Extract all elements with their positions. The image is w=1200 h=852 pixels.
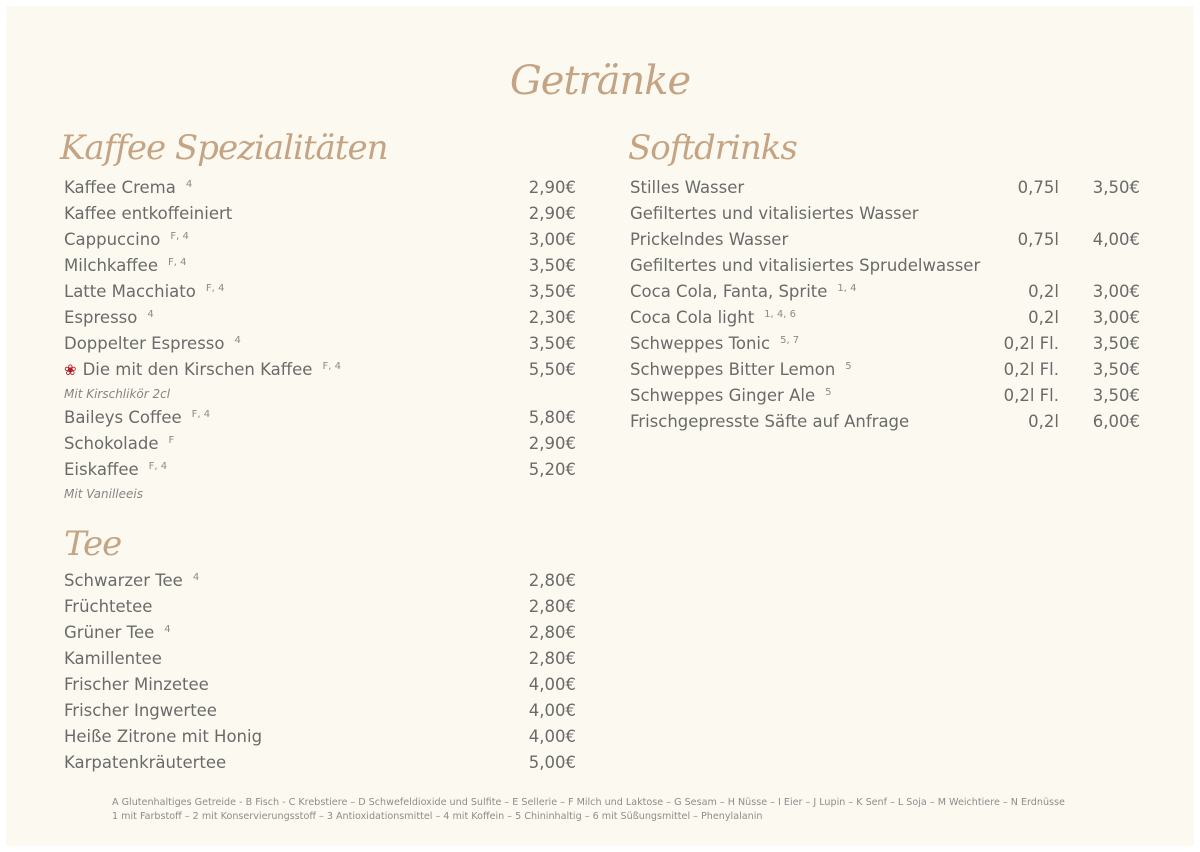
- menu-item-label: Espresso: [64, 308, 138, 327]
- allergen-codes: 4: [185, 179, 193, 190]
- menu-item-name: [64, 594, 152, 620]
- menu-item-price: 2,80€: [528, 597, 576, 616]
- menu-item-name: [64, 620, 171, 646]
- menu-item-label: Karpatenkräutertee: [64, 753, 227, 772]
- menu-item-note: Mit Kirschlikör 2cl: [64, 387, 171, 401]
- menu-item: [64, 175, 576, 201]
- menu-item-label: Schweppes Ginger Ale: [630, 386, 816, 405]
- allergen-codes: 5: [825, 387, 832, 398]
- menu-item: [64, 568, 576, 594]
- menu-item-price: 5,50€: [528, 360, 576, 379]
- menu-item-label: Coca Cola light: [630, 308, 755, 327]
- allergen-codes: F, 4: [191, 409, 211, 420]
- menu-item: [64, 594, 576, 620]
- menu-item-label: Frischer Minzetee: [64, 675, 209, 694]
- softdrinks-heading: Softdrinks: [628, 128, 797, 168]
- menu-item-label: Heiße Zitrone mit Honig: [64, 727, 263, 746]
- menu-item-label: Frischgepresste Säfte auf Anfrage: [630, 412, 910, 431]
- menu-item-label: Kaffee entkoffeiniert: [64, 204, 233, 223]
- menu-item-name: [630, 201, 919, 227]
- menu-item-name: [64, 201, 232, 227]
- menu-item-price: 3,50€: [1092, 386, 1140, 405]
- menu-item-note: Mit Vanilleeis: [64, 487, 143, 501]
- menu-item-label: Latte Macchiato: [64, 282, 196, 301]
- menu-item-name: [64, 175, 192, 201]
- menu-item: [64, 724, 576, 750]
- menu-item-label: Baileys Coffee: [64, 408, 182, 427]
- menu-item: [630, 175, 1140, 201]
- menu-item-price: 3,50€: [528, 256, 576, 275]
- menu-item-label: Cappuccino: [64, 230, 161, 249]
- menu-item: [64, 750, 576, 776]
- menu-item-price: 2,90€: [528, 204, 576, 223]
- menu-item-price: 6,00€: [1092, 412, 1140, 431]
- menu-item-name: [630, 227, 788, 253]
- allergen-legend: [112, 796, 1112, 824]
- coffee-list: [64, 175, 576, 505]
- allergen-codes: 5: [845, 361, 852, 372]
- menu-item-label: Schweppes Tonic: [630, 334, 771, 353]
- menu-item-name: [630, 409, 909, 435]
- menu-item-price: 2,90€: [528, 178, 576, 197]
- menu-item: [64, 620, 576, 646]
- menu-item-name: [64, 568, 199, 594]
- menu-item: [64, 431, 576, 457]
- menu-item-label: Frischer Ingwertee: [64, 701, 217, 720]
- menu-item-name: [64, 672, 209, 698]
- menu-item-price: 2,80€: [528, 571, 576, 590]
- menu-item-label: Grüner Tee: [64, 623, 155, 642]
- menu-item-name: [630, 279, 857, 305]
- menu-item-size: 0,2l: [1028, 308, 1059, 327]
- menu-item-label: Kamillentee: [64, 649, 162, 668]
- menu-item: [64, 357, 576, 383]
- menu-item: [64, 279, 576, 305]
- menu-item: [630, 357, 1140, 383]
- menu-item-name: [64, 457, 167, 483]
- menu-item-price: 3,50€: [1092, 334, 1140, 353]
- tea-list: [64, 568, 576, 776]
- menu-item-price: 5,20€: [528, 460, 576, 479]
- menu-item: [630, 409, 1140, 435]
- softdrinks-list: [630, 175, 1140, 435]
- menu-item-size: 0,2l: [1028, 282, 1059, 301]
- menu-item-name: [64, 253, 186, 279]
- menu-item-price: 3,50€: [528, 334, 576, 353]
- menu-item-price: 4,00€: [528, 701, 576, 720]
- allergen-codes: 4: [234, 335, 241, 346]
- menu-item-price: 4,00€: [1092, 230, 1140, 249]
- menu-item: [630, 279, 1140, 305]
- menu-item: [630, 253, 1140, 279]
- menu-item: [630, 201, 1140, 227]
- menu-item-name: [64, 431, 174, 457]
- allergen-codes: 1, 4: [837, 283, 857, 294]
- menu-item-name: [630, 383, 831, 409]
- menu-item-price: 5,80€: [528, 408, 576, 427]
- menu-item-price: 2,80€: [528, 623, 576, 642]
- allergen-codes: F, 4: [205, 283, 225, 294]
- menu-item-price: 3,50€: [528, 282, 576, 301]
- menu-item-name: [64, 279, 224, 305]
- menu-item-price: 2,90€: [528, 434, 576, 453]
- menu-item-label: Früchtetee: [64, 597, 153, 616]
- menu-item-price: 3,50€: [1092, 178, 1140, 197]
- menu-item-label: Prickelndes Wasser: [630, 230, 789, 249]
- menu-item-name: [64, 227, 189, 253]
- menu-item-size: 0,2l Fl.: [1003, 386, 1059, 405]
- menu-item-label: Kaffee Crema: [64, 178, 176, 197]
- tea-heading: Tee: [64, 524, 122, 564]
- allergen-codes: 5, 7: [780, 335, 800, 346]
- page-title: Getränke: [509, 58, 691, 104]
- allergen-codes: F, 4: [167, 257, 187, 268]
- menu-item-size: 0,75l: [1017, 178, 1059, 197]
- menu-item-label: Schokolade: [64, 434, 159, 453]
- menu-item-label: Coca Cola, Fanta, Sprite: [630, 282, 828, 301]
- menu-item: [64, 672, 576, 698]
- allergen-codes: 1, 4, 6: [764, 309, 796, 320]
- menu-item: [64, 405, 576, 431]
- menu-page: [6, 6, 1194, 846]
- menu-item-price: 4,00€: [528, 727, 576, 746]
- menu-item-label: Schweppes Bitter Lemon: [630, 360, 836, 379]
- menu-item: [630, 227, 1140, 253]
- allergen-codes: F, 4: [148, 461, 168, 472]
- menu-item: [64, 457, 576, 483]
- menu-item: [64, 331, 576, 357]
- allergen-codes: F, 4: [322, 361, 341, 372]
- menu-item-name: [64, 357, 341, 383]
- cherry-icon: ❀: [64, 361, 77, 379]
- menu-item: [64, 253, 576, 279]
- menu-item-size: 0,2l Fl.: [1003, 334, 1059, 353]
- menu-item-label: Gefiltertes und vitalisiertes Wasser: [630, 204, 919, 223]
- menu-item-price: 4,00€: [528, 675, 576, 694]
- allergen-codes: 4: [192, 572, 200, 583]
- menu-item-size: 0,2l Fl.: [1003, 360, 1059, 379]
- menu-item-label: Milchkaffee: [64, 256, 158, 275]
- menu-item-size: 0,2l: [1028, 412, 1059, 431]
- menu-item-name: [64, 405, 210, 431]
- menu-item-name: [64, 331, 241, 357]
- menu-item-label: Stilles Wasser: [630, 178, 745, 197]
- menu-item-name: [64, 305, 154, 331]
- menu-item-name: [630, 253, 980, 279]
- menu-item-label: Doppelter Espresso: [64, 334, 225, 353]
- menu-item: [64, 698, 576, 724]
- additive-legend-line: 1 mit Farbstoff – 2 mit Konservierungsstoff – 3 Antioxidationsmittel – 4 mit Koffein – 5 Chininhaltig – 6 mit Süßungsmittel – Phenylalanin: [112, 811, 763, 822]
- menu-item-name: [630, 331, 799, 357]
- menu-item-label: Eiskaffee: [64, 460, 139, 479]
- allergen-codes: F: [168, 435, 175, 446]
- allergen-codes: 4: [147, 309, 154, 320]
- menu-item-price: 3,50€: [1092, 360, 1140, 379]
- menu-item-name: [64, 646, 162, 672]
- menu-item: [630, 383, 1140, 409]
- menu-item: [64, 201, 576, 227]
- menu-item-price: 5,00€: [528, 753, 576, 772]
- menu-item: [64, 646, 576, 672]
- menu-item-name: [630, 357, 852, 383]
- menu-item: [630, 331, 1140, 357]
- menu-item-label: Die mit den Kirschen Kaffee: [82, 360, 313, 379]
- menu-item: [630, 305, 1140, 331]
- menu-item-size: 0,75l: [1017, 230, 1059, 249]
- menu-item-price: 3,00€: [1092, 282, 1140, 301]
- allergen-codes: 4: [164, 624, 171, 635]
- allergen-legend-line: A Glutenhaltiges Getreide - B Fisch - C Krebstiere – D Schwefeldioxide und Sulfite – E Sellerie – F Milch und Laktose – G Sesam – H Nüsse – I Eier – J Lupin – K Senf – L Soja – M Weichtiere – N Erdnüsse: [112, 797, 1065, 808]
- menu-item-price: 3,00€: [1092, 308, 1140, 327]
- menu-item: [64, 227, 576, 253]
- menu-item-label: Schwarzer Tee: [64, 571, 183, 590]
- menu-item-name: [630, 175, 744, 201]
- menu-item-price: 2,80€: [528, 649, 576, 668]
- menu-item-label: Gefiltertes und vitalisiertes Sprudelwasser: [630, 256, 981, 275]
- allergen-codes: F, 4: [170, 231, 189, 242]
- menu-item-price: 2,30€: [528, 308, 576, 327]
- menu-item-name: [64, 724, 262, 750]
- menu-item: [64, 305, 576, 331]
- menu-item-name: [64, 750, 226, 776]
- menu-item-price: 3,00€: [528, 230, 576, 249]
- menu-item-name: [630, 305, 796, 331]
- coffee-heading: Kaffee Spezialitäten: [60, 128, 388, 168]
- menu-item-name: [64, 698, 217, 724]
